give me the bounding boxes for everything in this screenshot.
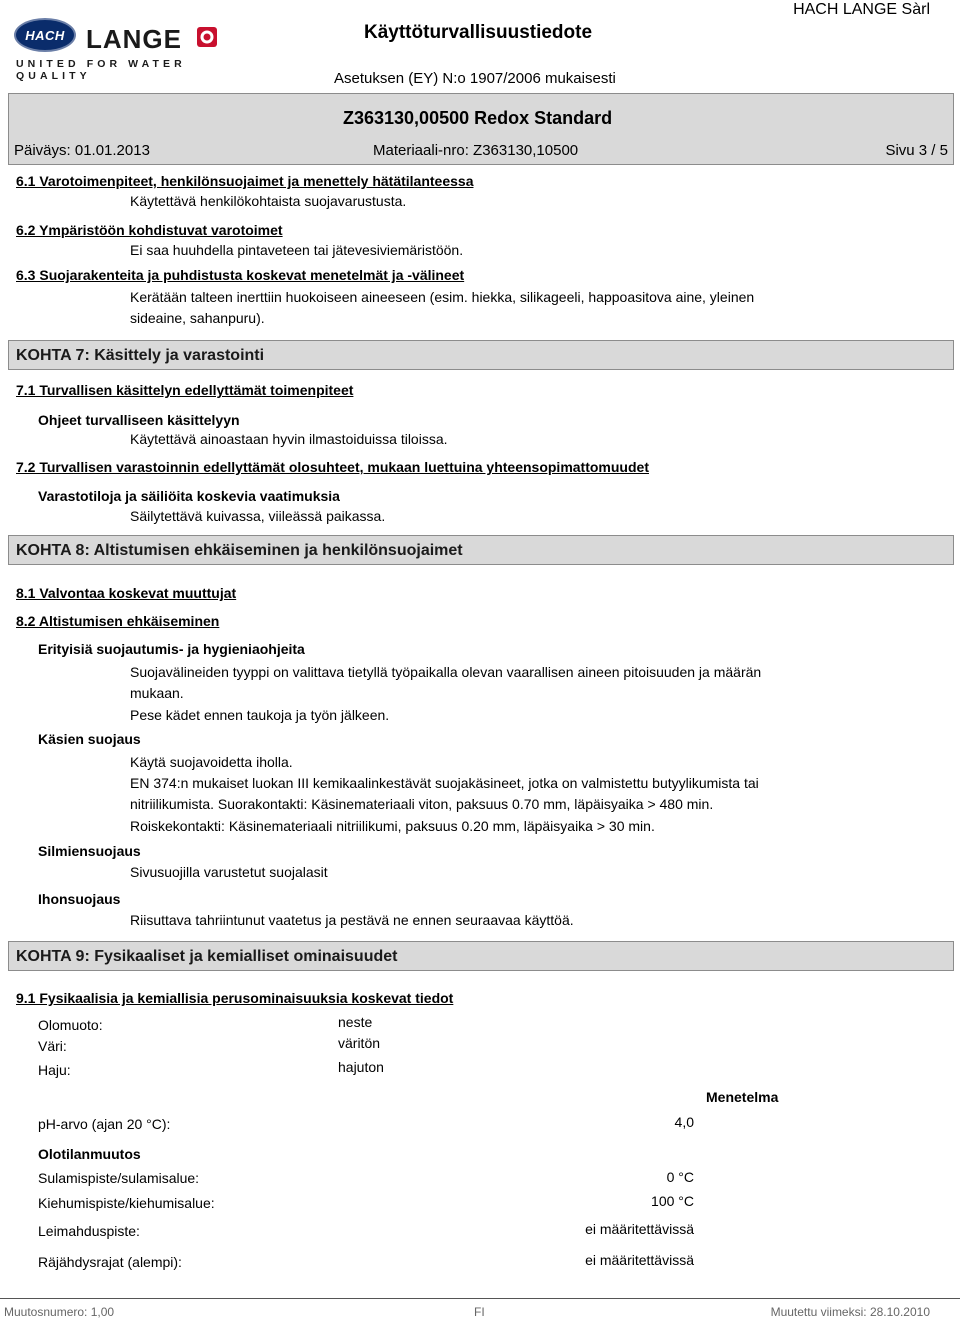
subsection-8-1-heading: 8.1 Valvontaa koskevat muuttujat — [16, 585, 237, 601]
subsection-6-3-text-1: Kerätään talteen inerttiin huokoiseen aineeseen (esim. hiekka, silikageeli, happoasitova aine, yleinen — [130, 289, 755, 305]
section-9-header — [8, 941, 954, 971]
subsection-7-2-subheading: Varastotiloja ja säiliöita koskevia vaatimuksia — [38, 488, 340, 504]
subsection-7-1-subheading: Ohjeet turvalliseen käsittelyyn — [38, 412, 240, 428]
explosion-limit-label: Räjähdysrajat (alempi): — [38, 1254, 182, 1270]
logo-tagline: UNITED FOR WATER QUALITY — [16, 58, 186, 82]
ph-label: pH-arvo (ajan 20 °C): — [38, 1116, 171, 1132]
section-8-header — [8, 535, 954, 565]
hach-logo-oval — [14, 18, 76, 52]
subsection-7-1-heading: 7.1 Turvallisen käsittelyn edellyttämät toimenpiteet — [16, 382, 354, 398]
state-change-subheading: Olotilanmuutos — [38, 1146, 141, 1162]
form-value: neste — [338, 1014, 373, 1030]
document-title: Käyttöturvallisuustiedote — [364, 22, 593, 43]
subsection-8-2-heading: 8.2 Altistumisen ehkäiseminen — [16, 613, 220, 629]
page-number: Sivu 3 / 5 — [885, 142, 948, 159]
company-name: HACH LANGE Sàrl — [793, 1, 930, 18]
hygiene-text-3: Pese kädet ennen taukoja ja työn jälkeen. — [130, 707, 390, 723]
hand-protection-subheading: Käsien suojaus — [38, 731, 141, 747]
odor-label: Haju: — [38, 1062, 71, 1078]
last-modified: Muutettu viimeksi: 28.10.2010 — [770, 1305, 930, 1319]
section-7-title: KOHTA 7: Käsittely ja varastointi — [16, 347, 265, 364]
subsection-6-1-text: Käytettävä henkilökohtaista suojavarustusta. — [130, 193, 407, 209]
hygiene-subheading: Erityisiä suojautumis- ja hygieniaohjeita — [38, 641, 305, 657]
hand-protection-text-1: Käytä suojavoidetta iholla. — [130, 754, 293, 770]
ph-value: 4,0 — [674, 1114, 694, 1130]
subsection-9-1-heading: 9.1 Fysikaalisia ja kemiallisia perusominaisuuksia koskevat tiedot — [16, 990, 454, 1006]
subsection-6-2-heading: 6.2 Ympäristöön kohdistuvat varotoimet — [16, 222, 283, 238]
hand-protection-text-4: Roiskekontakti: Käsinemateriaali nitriilikumi, paksuus 0.20 mm, läpäisyaika > 30 min. — [130, 818, 655, 834]
language-code: FI — [474, 1305, 485, 1319]
odor-value: hajuton — [338, 1059, 384, 1075]
subsection-7-2-heading: 7.2 Turvallisen varastoinnin edellyttämät olosuhteet, mukaan luettuina yhteensopimattomuudet — [16, 459, 649, 475]
subsection-6-3-text-2: sideaine, sahanpuru). — [130, 310, 265, 326]
material-number: Materiaali-nro: Z363130,10500 — [373, 142, 579, 159]
issue-date: Päiväys: 01.01.2013 — [14, 142, 150, 159]
flash-point-value: ei määritettävissä — [585, 1221, 694, 1237]
color-value: väritön — [338, 1035, 381, 1051]
regulation-line: Asetuksen (EY) N:o 1907/2006 mukaisesti — [334, 70, 616, 87]
subsection-6-1-heading: 6.1 Varotoimenpiteet, henkilönsuojaimet ja menettely hätätilanteessa — [16, 173, 474, 189]
footer-divider — [0, 1298, 960, 1299]
subsection-7-1-text: Käytettävä ainoastaan hyvin ilmastoiduissa tiloissa. — [130, 431, 448, 447]
form-label: Olomuoto: — [38, 1017, 103, 1033]
revision-number: Muutosnumero: 1,00 — [4, 1305, 115, 1319]
boiling-point-value: 100 °C — [651, 1193, 694, 1209]
melting-point-value: 0 °C — [666, 1169, 694, 1185]
section-8-title: KOHTA 8: Altistumisen ehkäiseminen ja henkilönsuojaimet — [16, 542, 463, 559]
skin-protection-text: Riisuttava tahriintunut vaatetus ja pestävä ne ennen seuraavaa käyttöä. — [130, 912, 574, 928]
explosion-limit-value: ei määritettävissä — [585, 1252, 694, 1268]
hand-protection-text-2: EN 374:n mukaiset luokan III kemikaalinkestävät suojakäsineet, jotka on valmistettu butyylikumista tai — [130, 775, 759, 791]
hygiene-text-1: Suojavälineiden tyyppi on valittava tietyllä työpaikalla olevan vaarallisen aineen pitoisuuden ja määrän — [130, 664, 762, 680]
section-7-header — [8, 340, 954, 370]
eye-protection-subheading: Silmiensuojaus — [38, 843, 141, 859]
boiling-point-label: Kiehumispiste/kiehumisalue: — [38, 1195, 215, 1211]
hach-logo-text: HACH — [25, 28, 65, 43]
subsection-7-2-text: Säilytettävä kuivassa, viileässä paikassa. — [130, 508, 386, 524]
subsection-6-3-heading: 6.3 Suojarakenteita ja puhdistusta koskevat menetelmät ja -välineet — [16, 267, 465, 283]
melting-point-label: Sulamispiste/sulamisalue: — [38, 1170, 200, 1186]
color-label: Väri: — [38, 1038, 67, 1054]
eye-protection-text: Sivusuojilla varustetut suojalasit — [130, 864, 328, 880]
hand-protection-text-3: nitriilikumista. Suorakontakti: Käsinemateriaali viton, paksuus 0.70 mm, läpäisyaika > 480 min. — [130, 796, 714, 812]
section-9-title: KOHTA 9: Fysikaaliset ja kemialliset ominaisuudet — [16, 948, 398, 965]
company-logo — [8, 12, 228, 82]
lange-target-icon — [196, 26, 218, 48]
lange-logo-text: LANGE — [86, 24, 182, 54]
product-name: Z363130,00500 Redox Standard — [343, 108, 613, 128]
method-column-header: Menetelma — [706, 1089, 779, 1105]
flash-point-label: Leimahduspiste: — [38, 1223, 140, 1239]
subsection-6-2-text: Ei saa huuhdella pintaveteen tai jätevesiviemäristöön. — [130, 242, 464, 258]
skin-protection-subheading: Ihonsuojaus — [38, 891, 121, 907]
hygiene-text-2: mukaan. — [130, 685, 184, 701]
